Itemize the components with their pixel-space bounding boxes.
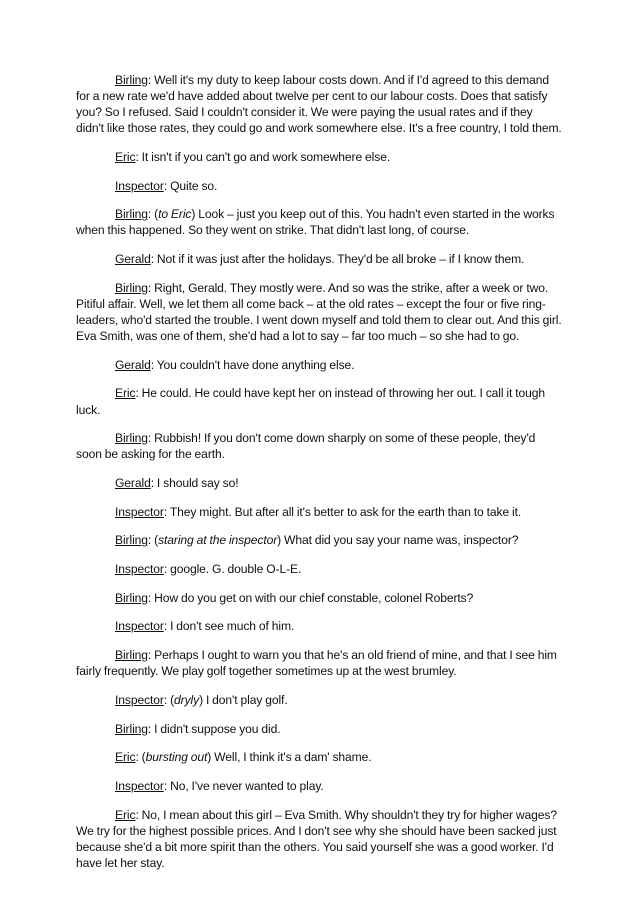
dialogue-text: : No, I mean about this girl – Eva Smith. Why shouldn't they try for higher wages? We try for the highest possible prices. And I don't see why she should have been sacked just because she'd a bit more spirit than the others. You said yourself she was a good worker. I'd have let her stay. [76,807,557,870]
dialogue-line [76,647,562,679]
dialogue-line [76,504,562,520]
dialogue-text: : He could. He could have kept her on instead of throwing her out. I call it tough luck. [76,386,546,417]
speaker-name: Inspector [115,504,164,519]
speaker-name: Gerald [115,252,151,267]
dialogue-text: : I don't see much of him. [163,619,295,634]
dialogue-line [76,206,562,238]
speaker-name: Birling [115,431,148,446]
stage-direction: staring at the inspector [158,533,278,548]
speaker-name: Birling [115,590,148,605]
dialogue-text: : google. G. double O-L-E. [163,562,302,577]
speaker-name: Birling [115,648,148,663]
dialogue-line [76,778,562,794]
dialogue-line [76,475,562,491]
dialogue-line [76,251,562,267]
dialogue-text: : I didn't suppose you did. [147,721,281,736]
speaker-name: Eric [115,149,136,164]
dialogue-text: ) What did you say your name was, inspector? [277,533,519,548]
dialogue-text: ) Well, I think it's a dam' shame. [207,750,372,765]
dialogue-line [76,430,562,462]
speaker-name: Birling [115,207,148,222]
speaker-name: Gerald [115,476,151,491]
dialogue-text: : You couldn't have done anything else. [150,357,355,372]
speaker-name: Inspector [115,562,164,577]
speaker-name: Birling [115,721,148,736]
speaker-name: Eric [115,807,136,822]
stage-direction: dryly [174,692,200,707]
speaker-name: Inspector [115,619,164,634]
dialogue-line [76,561,562,577]
dialogue-line [76,618,562,634]
speaker-name: Inspector [115,178,164,193]
dialogue-text: : Perhaps I ought to warn you that he's an old friend of mine, and that I see him fairly frequently. We play golf together sometimes up at the west brumley. [76,648,557,679]
dialogue-text: : Rubbish! If you don't come down sharply on some of these people, they'd soon be asking for the earth. [76,431,536,462]
speaker-name: Eric [115,750,136,765]
speaker-name: Inspector [115,779,164,793]
dialogue-text: : Right, Gerald. They mostly were. And so was the strike, after a week or two. Pitiful affair. Well, we let them all come back – at the old rates – except the four or five ring-leaders, who'd started the trouble. I went down myself and told them to clear out. And this girl. Eva Smith, was one of them, she'd had a lot to say – far too much – so she had to go. [76,280,562,344]
dialogue-line [76,280,562,344]
speaker-name: Birling [115,280,148,295]
dialogue-line [76,532,562,548]
speaker-name: Gerald [115,357,151,372]
speaker-name: Inspector [115,692,164,707]
dialogue-text: : It isn't if you can't go and work somewhere else. [135,149,391,164]
dialogue-text: : Quite so. [163,178,218,193]
dialogue-text: ) Look – just you keep out of this. You hadn't even started in the works when this happened. So they went on strike. That didn't last long, of course. [76,207,555,238]
speaker-name: Birling [115,73,148,87]
dialogue-text: : No, I've never wanted to play. [163,779,324,793]
dialogue-line [76,590,562,606]
dialogue-line [76,692,562,708]
dialogue-text: : ( [163,692,175,707]
dialogue-text: : Not if it was just after the holidays. They'd be all broke – if I know them. [150,252,525,267]
speaker-name: Eric [115,386,136,401]
dialogue-line [76,807,562,871]
dialogue-line [76,385,562,417]
dialogue-line [76,357,562,373]
dialogue-text: : ( [147,533,159,548]
speaker-name: Birling [115,533,148,548]
dialogue-text: : How do you get on with our chief constable, colonel Roberts? [147,590,474,605]
dialogue-text: ) I don't play golf. [199,692,288,707]
dialogue-line [76,178,562,194]
dialogue-line [76,749,562,765]
dialogue-text: : I should say so! [150,476,239,491]
dialogue-text: : ( [147,207,159,222]
dialogue-text: : They might. But after all it's better to ask for the earth than to take it. [163,504,522,519]
dialogue-text: : ( [135,750,146,765]
dialogue-line [76,721,562,737]
dialogue-text: : Well it's my duty to keep labour costs down. And if I'd agreed to this demand for a new rate we'd have added about twelve per cent to our labour costs. Does that satisfy you? So I refused. Said I couldn't consider it. We were paying the usual rates and if they didn't like those rates, they could go and work somewhere else. It's a free country, I told them. [76,73,562,136]
stage-direction: bursting out [145,750,208,765]
dialogue-line [76,72,562,136]
dialogue-line [76,149,562,165]
stage-direction: to Eric [158,207,192,222]
script-body [76,72,562,871]
